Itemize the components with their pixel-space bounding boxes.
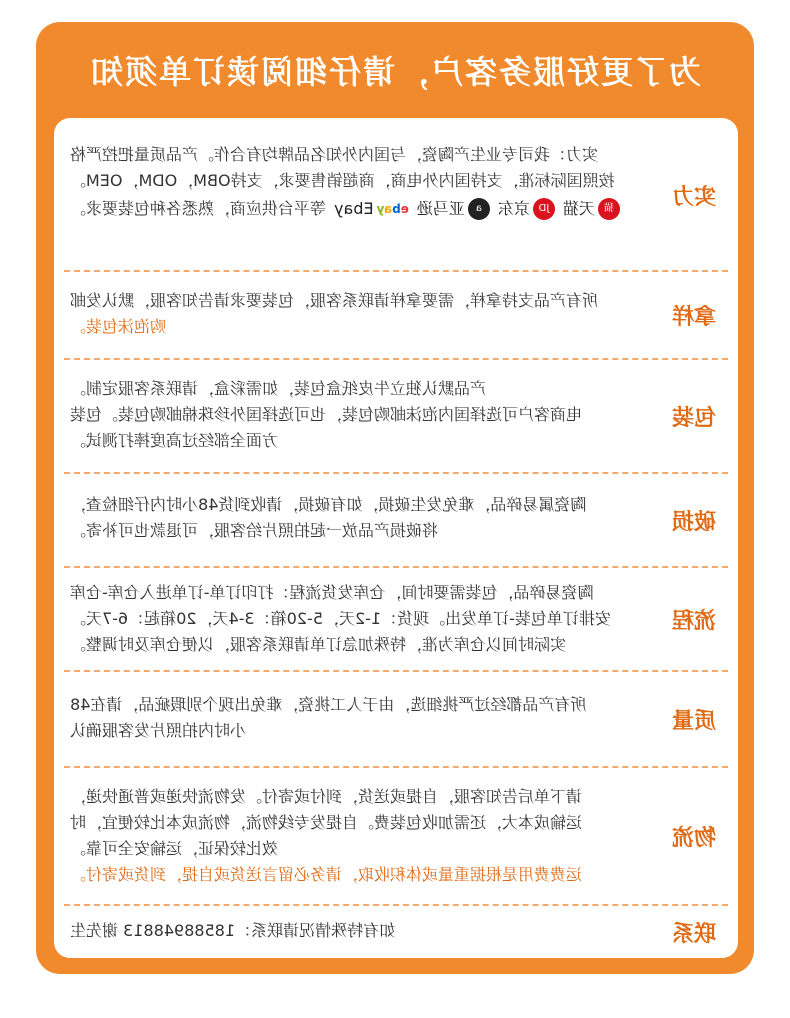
body-line: 所有产品都经过严挑细选，由于人工挑瓷，难免出现个别瑕疵品，请在48 — [70, 695, 587, 714]
page-title: 为了更好服务客户，请仔细阅读订单须知 — [88, 53, 701, 91]
section-label: 拿样 — [672, 305, 717, 330]
body-line: 方面全部经过高度摔打测试。 — [70, 431, 279, 450]
section-label: 质量 — [672, 709, 717, 734]
body-line: 实际时间以仓库为准，特殊加急订单请联系客服，以便仓库及时调整。 — [70, 635, 567, 654]
body-line: 产品默认独立牛皮纸盒包装，如需彩盒，请联系客服定制。 — [70, 379, 487, 398]
section-contact — [54, 904, 738, 958]
section-body — [70, 784, 646, 888]
notice-frame — [36, 22, 754, 974]
body-line: 安排订单包装-订单发出。现货：1-2天，5-20箱：3-4天，20箱起：6-7天。 — [70, 609, 611, 628]
body-line: 所有产品支持拿样，需要拿样请联系客服，包装要求请告知客服，默认发邮 — [70, 291, 599, 310]
body-line: 请下单后告知客服，自提或送货，到付或寄付。发物流快递或普通快递， — [70, 787, 583, 806]
section-body — [70, 288, 646, 340]
jd-icon: JD — [533, 198, 555, 220]
platform-ebay: ebay Ebay — [334, 196, 409, 222]
body-line: 运输成本大，还需加收包装费。自提发专线物流，物流成本比较便宜，时 — [70, 813, 583, 832]
body-line: 陶瓷易碎品，包装需要时间，仓库发货流程：打印订单-订单进入仓库-仓库 — [70, 583, 594, 602]
body-line: 将破损产品放一起拍照片给客服，可退款也可补寄。 — [70, 521, 439, 540]
section-packaging — [54, 358, 738, 472]
amazon-icon: a — [468, 198, 490, 220]
section-body — [70, 692, 646, 744]
body-line: 小时内拍照片发客服确认 — [70, 721, 247, 740]
header-banner — [36, 22, 754, 118]
section-logistics — [54, 766, 738, 904]
section-strength — [54, 118, 738, 270]
body-line: 按照国际标准，支持国内外电商，商超销售要求，支持OBM，ODM，OEM。 — [70, 171, 615, 190]
section-process — [54, 566, 738, 670]
section-quality — [54, 670, 738, 766]
section-label: 联系 — [672, 922, 717, 947]
platform-jd: JD 京东 — [498, 196, 555, 222]
body-line: 陶瓷属易碎品，难免发生破损，如有破损，请收到货48小时内仔细检查， — [70, 495, 587, 514]
section-body — [70, 918, 646, 944]
section-body — [70, 142, 646, 222]
platform-logos — [70, 196, 646, 222]
tmall-icon: 猫 — [598, 198, 620, 220]
section-body — [70, 580, 646, 658]
body-line: 购泡沫包装。 — [70, 317, 167, 336]
body-line: 效比较保证，运输安全可靠。 — [70, 839, 279, 858]
section-damage — [54, 472, 738, 566]
section-label: 实力 — [672, 185, 717, 210]
body-line-tail: 等平台供应商，熟悉各种包装要求。 — [70, 199, 327, 218]
platform-tmall: 猫 天猫 — [563, 196, 620, 222]
platform-amazon: a 亚马逊 — [417, 196, 490, 222]
section-body — [70, 376, 646, 454]
section-label: 物流 — [672, 826, 717, 851]
notice-card — [54, 118, 738, 958]
contact-line: 如有特殊情况请联系：18588948813 谢先生 — [70, 921, 396, 940]
section-body — [70, 492, 646, 544]
body-line: 实力：我司专业生产陶瓷，与国内外知名品牌均有合作。产品质量把控严格 — [70, 145, 599, 164]
section-label: 破损 — [672, 510, 717, 535]
section-sample — [54, 270, 738, 358]
section-label: 流程 — [672, 609, 717, 634]
body-line: 电商客户可选择国内泡沫邮购包装，也可选择国外珍珠棉邮购包装。包装 — [70, 405, 583, 424]
body-line-highlight: 运费费用是根据重量或体积收取，请务必留言送货或自提，到货或寄付。 — [70, 865, 583, 884]
ebay-icon: ebay — [376, 202, 409, 216]
section-label: 包装 — [672, 406, 717, 431]
